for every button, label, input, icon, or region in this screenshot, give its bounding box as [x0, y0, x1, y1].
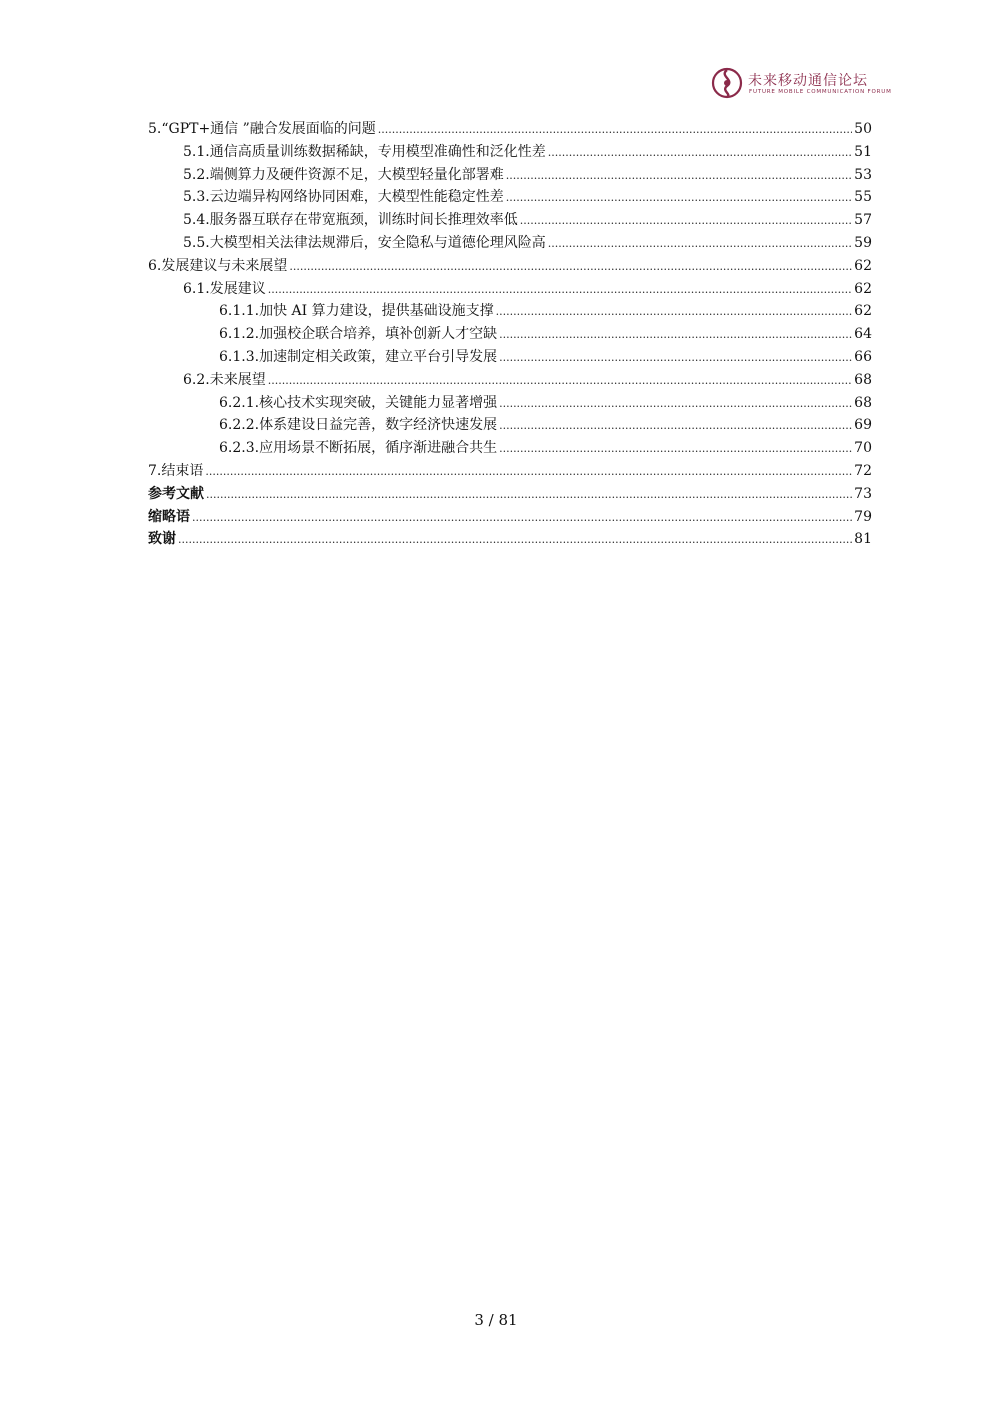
toc-entry-label: 参考文献: [148, 485, 204, 502]
toc-entry[interactable]: [148, 460, 872, 483]
table-of-contents: [148, 118, 872, 551]
toc-entry-label: 7.结束语: [148, 462, 204, 479]
toc-entry[interactable]: [148, 118, 872, 141]
toc-entry[interactable]: [148, 437, 872, 460]
toc-leader-dots: [506, 165, 852, 188]
toc-leader-dots: [499, 415, 852, 438]
toc-entry-page: 62: [854, 257, 872, 274]
toc-entry-page: 57: [854, 212, 872, 229]
toc-entry[interactable]: [148, 141, 872, 164]
toc-entry-page: 53: [854, 166, 872, 183]
toc-entry-label: 5.1.通信高质量训练数据稀缺，专用模型准确性和泛化性差: [183, 143, 546, 160]
page-number: 3 / 81: [474, 1311, 518, 1329]
toc-leader-dots: [548, 142, 852, 165]
toc-entry-page: 81: [854, 531, 872, 548]
toc-entry-label: 6.发展建议与未来展望: [148, 257, 288, 274]
toc-entry-label: 5.5.大模型相关法律法规滞后，安全隐私与道德伦理风险高: [183, 234, 546, 251]
toc-entry-label: 6.1.1.加快 AI 算力建设，提供基础设施支撑: [219, 303, 494, 320]
toc-entry-label: 致谢: [148, 531, 176, 548]
toc-leader-dots: [268, 279, 852, 302]
toc-entry-page: 59: [854, 234, 872, 251]
toc-leader-dots: [499, 393, 852, 416]
toc-entry-page: 66: [854, 348, 872, 365]
toc-entry-page: 64: [854, 326, 872, 343]
toc-leader-dots: [520, 210, 852, 233]
toc-entry-page: 79: [854, 508, 872, 525]
forum-logo-icon: [710, 66, 744, 100]
toc-entry[interactable]: [148, 164, 872, 187]
logo-chinese-text: 未来移动通信论坛: [748, 73, 868, 89]
toc-entry-label: 6.1.3.加速制定相关政策，建立平台引导发展: [219, 348, 498, 365]
logo-english-text: FUTURE MOBILE COMMUNICATION FORUM: [749, 89, 892, 95]
toc-entry[interactable]: [148, 186, 872, 209]
toc-entry-label: 6.1.发展建议: [183, 280, 266, 297]
toc-entry-label: 5.4.服务器互联存在带宽瓶颈，训练时间长推理效率低: [183, 212, 518, 229]
toc-entry-page: 69: [854, 417, 872, 434]
toc-entry-page: 73: [854, 485, 872, 502]
toc-entry-label: 6.2.3.应用场景不断拓展，循序渐进融合共生: [219, 440, 498, 457]
toc-leader-dots: [499, 438, 852, 461]
toc-leader-dots: [192, 507, 852, 530]
toc-entry[interactable]: [148, 392, 872, 415]
toc-entry-page: 62: [854, 280, 872, 297]
toc-leader-dots: [499, 324, 852, 347]
toc-leader-dots: [496, 301, 853, 324]
toc-entry[interactable]: [148, 300, 872, 323]
toc-leader-dots: [178, 529, 852, 552]
toc-entry[interactable]: [148, 278, 872, 301]
toc-entry[interactable]: [148, 483, 872, 506]
toc-entry-page: 72: [854, 462, 872, 479]
toc-entry-page: 51: [854, 143, 872, 160]
toc-entry-label: 6.2.未来展望: [183, 371, 266, 388]
toc-leader-dots: [205, 461, 852, 484]
toc-entry-page: 68: [854, 394, 872, 411]
toc-entry[interactable]: [148, 369, 872, 392]
toc-entry[interactable]: [148, 323, 872, 346]
toc-leader-dots: [206, 484, 852, 507]
toc-entry-label: 5.3.云边端异构网络协同困难，大模型性能稳定性差: [183, 189, 504, 206]
toc-leader-dots: [499, 347, 852, 370]
toc-entry[interactable]: [148, 255, 872, 278]
toc-entry-page: 55: [854, 189, 872, 206]
toc-leader-dots: [378, 119, 852, 142]
toc-leader-dots: [289, 256, 852, 279]
toc-entry-label: 6.1.2.加强校企联合培养，填补创新人才空缺: [219, 326, 498, 343]
toc-entry-label: 6.2.1.核心技术实现突破，关键能力显著增强: [219, 394, 498, 411]
toc-entry-label: 5.2.端侧算力及硬件资源不足，大模型轻量化部署难: [183, 166, 504, 183]
toc-entry-page: 62: [854, 303, 872, 320]
toc-entry-label: 5.“GPT+通信 ”融合发展面临的问题: [148, 121, 376, 137]
toc-entry-page: 50: [854, 121, 872, 137]
toc-entry[interactable]: [148, 346, 872, 369]
toc-entry[interactable]: [148, 209, 872, 232]
toc-entry[interactable]: [148, 528, 872, 551]
toc-entry[interactable]: [148, 414, 872, 437]
toc-entry-page: 70: [854, 440, 872, 457]
toc-entry-page: 68: [854, 371, 872, 388]
toc-entry[interactable]: [148, 506, 872, 529]
toc-entry-label: 缩略语: [148, 508, 190, 525]
toc-leader-dots: [548, 233, 852, 256]
toc-entry-label: 6.2.2.体系建设日益完善，数字经济快速发展: [219, 417, 498, 434]
toc-leader-dots: [268, 370, 852, 393]
toc-leader-dots: [506, 187, 852, 210]
forum-logo: [710, 66, 892, 102]
toc-entry[interactable]: [148, 232, 872, 255]
